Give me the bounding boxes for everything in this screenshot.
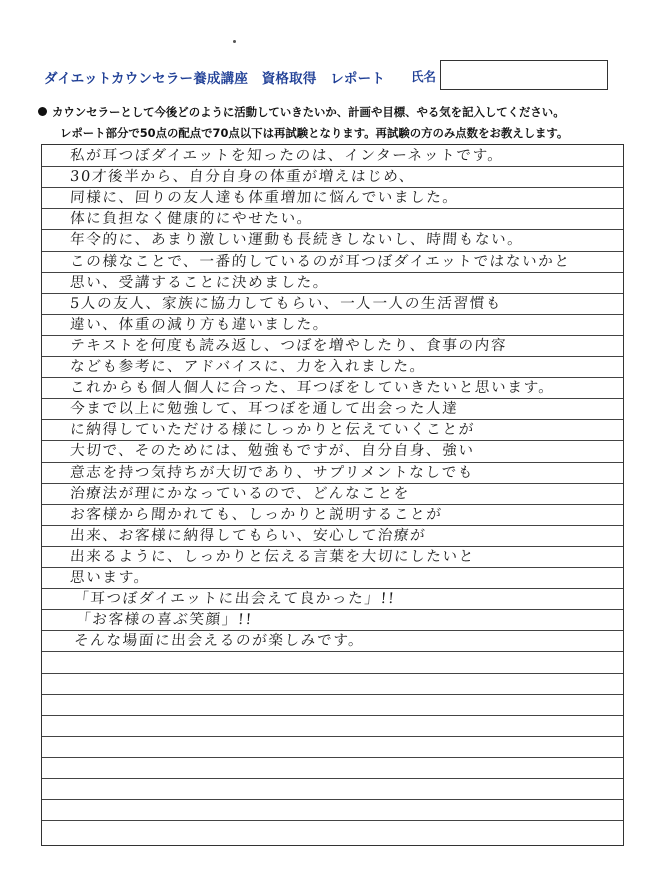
handwritten-line: 「耳つぼダイエットに出会えて良かった」!! — [73, 590, 397, 608]
ruled-line — [42, 483, 623, 484]
ruled-line — [42, 757, 623, 758]
handwritten-line: 5人の友人、家族に協力してもらい、一人一人の生活習慣も — [69, 294, 503, 312]
instruction-line-1 — [38, 104, 565, 120]
handwritten-line: 私が耳つぼダイエットを知ったのは、インターネットです。 — [69, 147, 505, 164]
handwritten-line: これからも個人個人に合った、耳つぼをしていきたいと思います。 — [69, 379, 556, 397]
handwritten-line: 体に負担なく健康的にやせたい。 — [69, 210, 314, 228]
ruled-line — [42, 736, 623, 737]
handwritten-line: 年令的に、あまり激しい運動も長続きしないし、時間もない。 — [69, 231, 525, 249]
ruled-line — [42, 166, 623, 167]
ruled-line — [42, 715, 623, 716]
report-writing-area — [41, 144, 624, 846]
ruled-line — [42, 588, 623, 589]
ruled-line — [42, 546, 623, 547]
handwritten-line: に納得していただける様にしっかりと伝えていくことが — [69, 421, 476, 439]
ruled-line — [42, 462, 623, 463]
ruled-line — [42, 251, 623, 252]
handwritten-line: 思います。 — [69, 569, 151, 586]
ruled-line — [42, 820, 623, 821]
handwritten-line: そんな場面に出会えるのが楽しみです。 — [73, 632, 365, 650]
ruled-line — [42, 356, 623, 357]
handwritten-line: 出来るように、しっかりと伝える言葉を大切にしたいと — [69, 547, 476, 565]
handwritten-line: この様なことで、一番的しているのが耳つぼダイエットではないかと — [69, 252, 572, 270]
ruled-line — [42, 525, 623, 526]
handwritten-line: 治療法が理にかなっているので、どんなことを — [69, 484, 411, 502]
ruled-line — [42, 567, 623, 568]
handwritten-line: 同様に、回りの友人達も体重増加に悩んでいました。 — [69, 189, 460, 207]
handwritten-line: 出来、お客様に納得してもらい、安心して治療が — [69, 526, 427, 544]
handwritten-line: テキストを何度も読み返し、つぼを増やしたり、食事の内容 — [69, 336, 508, 354]
ruled-line — [42, 335, 623, 336]
ruled-line — [42, 673, 623, 674]
report-header — [0, 0, 650, 100]
name-field[interactable] — [440, 60, 608, 90]
handwritten-line: お客様から聞かれても、しっかりと説明することが — [69, 505, 444, 523]
handwritten-line: 「お客様の喜ぶ笑顔」!! — [75, 611, 254, 629]
report-title: ダイエットカウンセラー養成講座 資格取得 レポート — [44, 71, 386, 87]
ruled-line — [42, 377, 623, 378]
bullet-icon — [38, 107, 47, 116]
ruled-line — [42, 293, 623, 294]
name-label: 氏名 — [411, 69, 437, 84]
ruled-line — [42, 799, 623, 800]
handwritten-line: 大切で、そのためには、勉強もですが、自分自身、強い — [69, 442, 476, 460]
handwritten-line: 今まで以上に勉強して、耳つぼを通して出会った人達 — [69, 400, 460, 418]
ruled-line — [42, 694, 623, 695]
instruction-line-2: レポート部分で50点の配点で70点以下は再試験となります。再試験の方のみ点数をお教えします。 — [60, 126, 569, 140]
ruled-line — [42, 272, 623, 273]
ruled-line — [42, 778, 623, 779]
handwritten-line: 意志を持つ気持ちが大切であり、サプリメントなしでも — [69, 463, 475, 481]
ruled-line — [42, 504, 623, 505]
handwritten-line: 30才後半から、自分自身の体重が増えはじめ、 — [69, 168, 416, 186]
ruled-line — [42, 314, 623, 315]
handwritten-line: なども参考に、アドバイスに、力を入れました。 — [69, 358, 427, 375]
handwritten-line: 思い、受講することに決めました。 — [69, 273, 330, 291]
ruled-line — [42, 651, 623, 652]
handwritten-line: 違い、体重の減り方も違いました。 — [69, 315, 330, 333]
instruction-text-1: カウンセラーとして今後どのように活動していきたいか、計画や目標、やる気を記入してください。 — [52, 105, 565, 119]
